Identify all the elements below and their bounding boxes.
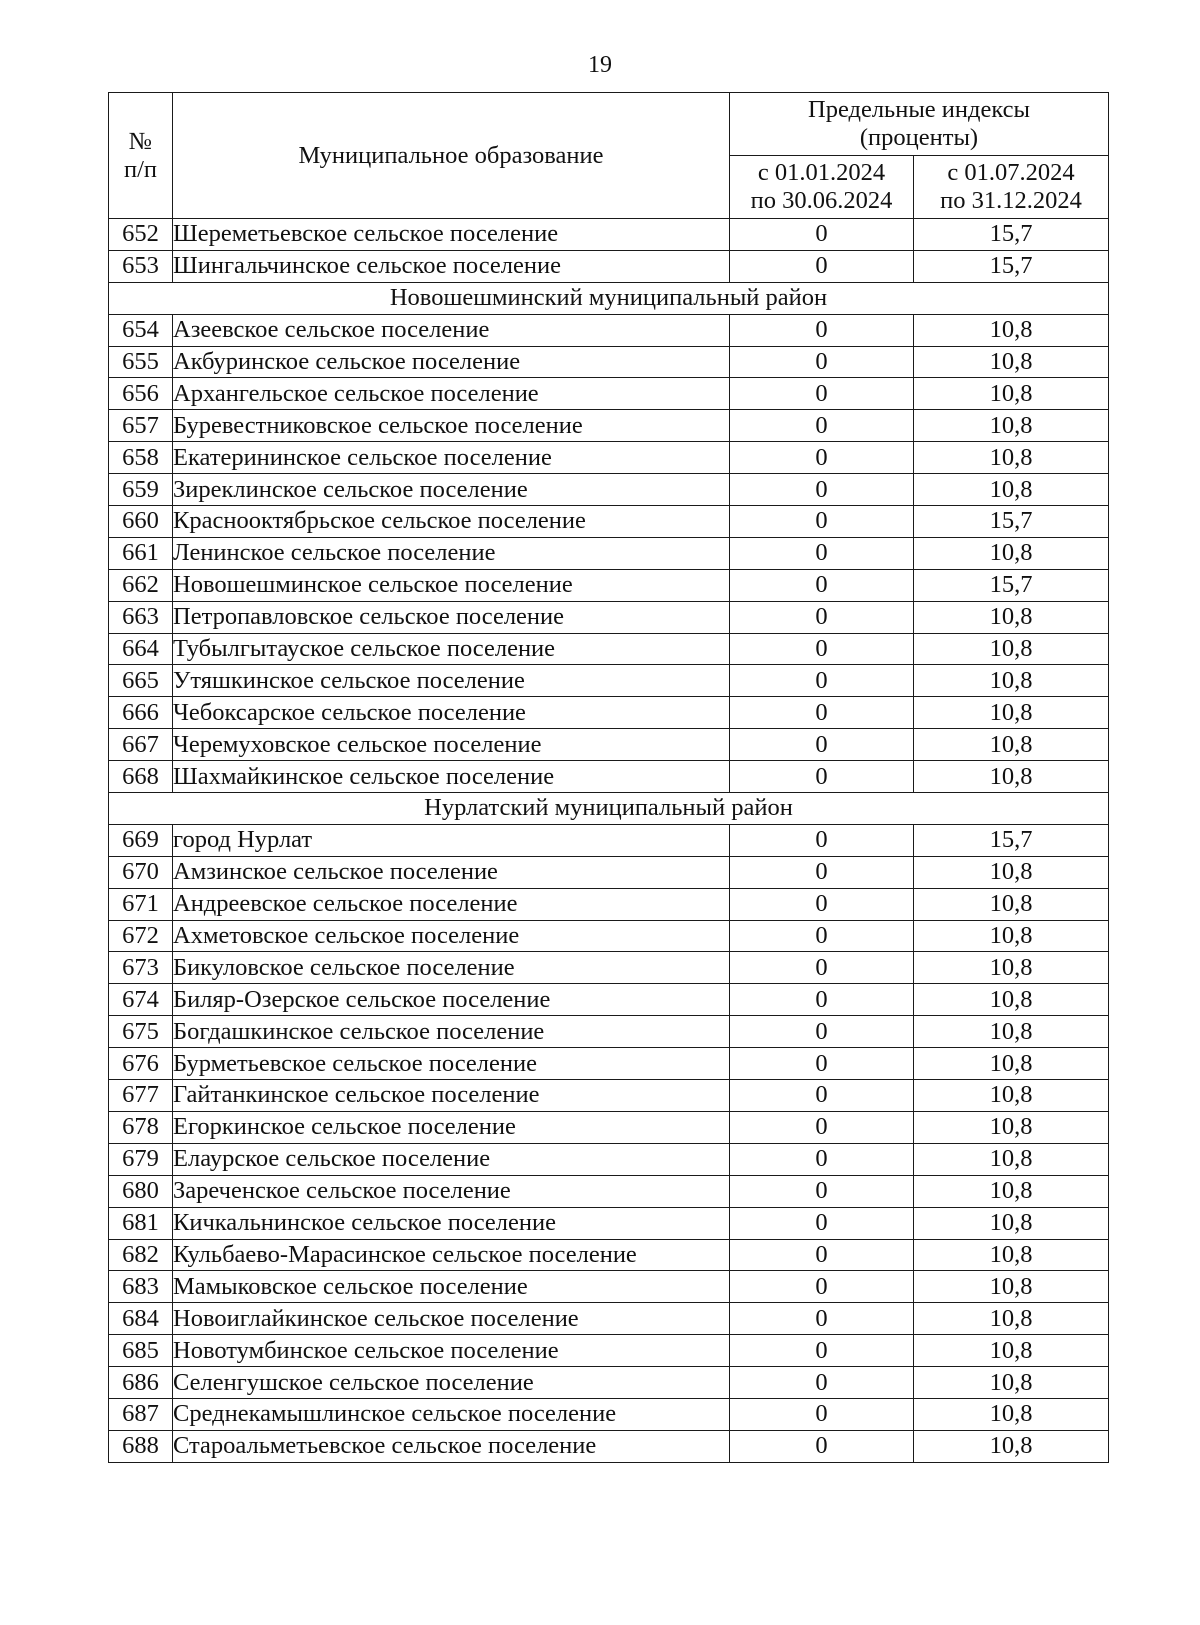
table-body xyxy=(109,219,1109,1463)
table-row xyxy=(109,569,1109,601)
index-period-1: 0 xyxy=(730,569,914,601)
index-period-2: 10,8 xyxy=(914,1048,1109,1080)
table-row xyxy=(109,920,1109,952)
row-number: 688 xyxy=(109,1430,173,1462)
index-period-1: 0 xyxy=(730,442,914,474)
row-number: 677 xyxy=(109,1080,173,1112)
table-row xyxy=(109,984,1109,1016)
municipality-name: Шингальчинское сельское поселение xyxy=(173,250,730,282)
index-period-1: 0 xyxy=(730,1016,914,1048)
table-row xyxy=(109,888,1109,920)
municipality-name: Амзинское сельское поселение xyxy=(173,856,730,888)
index-period-2: 10,8 xyxy=(914,1239,1109,1271)
index-period-2: 10,8 xyxy=(914,984,1109,1016)
index-period-1: 0 xyxy=(730,1398,914,1430)
index-period-2: 15,7 xyxy=(914,250,1109,282)
index-period-1: 0 xyxy=(730,984,914,1016)
table-row xyxy=(109,1048,1109,1080)
municipality-name: Черемуховское сельское поселение xyxy=(173,729,730,761)
table-row xyxy=(109,1367,1109,1399)
table-row xyxy=(109,474,1109,506)
table-header xyxy=(109,93,1109,219)
index-period-1: 0 xyxy=(730,1111,914,1143)
municipality-name: Андреевское сельское поселение xyxy=(173,888,730,920)
index-period-2: 10,8 xyxy=(914,474,1109,506)
table-row xyxy=(109,633,1109,665)
table-row xyxy=(109,1239,1109,1271)
municipality-name: Ленинское сельское поселение xyxy=(173,537,730,569)
index-period-2: 10,8 xyxy=(914,314,1109,346)
index-period-2: 15,7 xyxy=(914,569,1109,601)
row-number: 652 xyxy=(109,219,173,251)
row-number: 671 xyxy=(109,888,173,920)
table-row xyxy=(109,506,1109,538)
municipality-name: Новоиглайкинское сельское поселение xyxy=(173,1303,730,1335)
index-period-2: 10,8 xyxy=(914,1398,1109,1430)
table-row xyxy=(109,314,1109,346)
index-period-1: 0 xyxy=(730,1430,914,1462)
row-number: 666 xyxy=(109,697,173,729)
index-period-2: 10,8 xyxy=(914,378,1109,410)
district-name: Нурлатский муниципальный район xyxy=(109,793,1109,825)
row-number: 665 xyxy=(109,665,173,697)
index-period-1: 0 xyxy=(730,729,914,761)
municipality-name: Новошешминское сельское поселение xyxy=(173,569,730,601)
index-period-2: 10,8 xyxy=(914,1271,1109,1303)
index-period-1: 0 xyxy=(730,888,914,920)
municipality-name: Чебоксарское сельское поселение xyxy=(173,697,730,729)
table-row xyxy=(109,1430,1109,1462)
index-period-1: 0 xyxy=(730,250,914,282)
index-period-2: 10,8 xyxy=(914,856,1109,888)
index-period-1: 0 xyxy=(730,1367,914,1399)
index-period-1: 0 xyxy=(730,1143,914,1175)
table-row xyxy=(109,952,1109,984)
index-period-2: 10,8 xyxy=(914,888,1109,920)
municipality-name: Кичкальнинское сельское поселение xyxy=(173,1207,730,1239)
limit-index-table xyxy=(108,92,1109,1463)
row-number: 675 xyxy=(109,1016,173,1048)
municipality-name: Елаурское сельское поселение xyxy=(173,1143,730,1175)
row-number: 662 xyxy=(109,569,173,601)
index-period-1: 0 xyxy=(730,920,914,952)
row-number: 668 xyxy=(109,761,173,793)
municipality-name: Архангельское сельское поселение xyxy=(173,378,730,410)
table-row xyxy=(109,1207,1109,1239)
table-row xyxy=(109,1271,1109,1303)
index-period-2: 10,8 xyxy=(914,1207,1109,1239)
table-row xyxy=(109,250,1109,282)
table-row xyxy=(109,1143,1109,1175)
municipality-name: Староальметьевское сельское поселение xyxy=(173,1430,730,1462)
index-period-1: 0 xyxy=(730,1048,914,1080)
table-row xyxy=(109,537,1109,569)
row-number: 658 xyxy=(109,442,173,474)
index-period-2: 10,8 xyxy=(914,1430,1109,1462)
index-period-1: 0 xyxy=(730,601,914,633)
index-period-2: 10,8 xyxy=(914,1175,1109,1207)
index-period-2: 10,8 xyxy=(914,1080,1109,1112)
municipality-name: Бикуловское сельское поселение xyxy=(173,952,730,984)
header-municipality: Муниципальное образование xyxy=(173,93,730,219)
table-row xyxy=(109,1175,1109,1207)
municipality-name: Буревестниковское сельское поселение xyxy=(173,410,730,442)
index-period-2: 10,8 xyxy=(914,920,1109,952)
row-number: 659 xyxy=(109,474,173,506)
municipality-name: Егоркинское сельское поселение xyxy=(173,1111,730,1143)
index-period-1: 0 xyxy=(730,1175,914,1207)
municipality-name: Мамыковское сельское поселение xyxy=(173,1271,730,1303)
row-number: 664 xyxy=(109,633,173,665)
municipality-name: Екатерининское сельское поселение xyxy=(173,442,730,474)
row-number: 657 xyxy=(109,410,173,442)
index-period-1: 0 xyxy=(730,1271,914,1303)
row-number: 684 xyxy=(109,1303,173,1335)
row-number: 685 xyxy=(109,1335,173,1367)
index-period-1: 0 xyxy=(730,219,914,251)
row-number: 660 xyxy=(109,506,173,538)
row-number: 674 xyxy=(109,984,173,1016)
index-period-2: 10,8 xyxy=(914,537,1109,569)
table-row xyxy=(109,729,1109,761)
index-period-2: 10,8 xyxy=(914,633,1109,665)
index-period-2: 10,8 xyxy=(914,729,1109,761)
row-number: 679 xyxy=(109,1143,173,1175)
table-row xyxy=(109,442,1109,474)
row-number: 670 xyxy=(109,856,173,888)
row-number: 681 xyxy=(109,1207,173,1239)
table-row xyxy=(109,346,1109,378)
row-number: 676 xyxy=(109,1048,173,1080)
index-period-2: 10,8 xyxy=(914,346,1109,378)
index-period-2: 10,8 xyxy=(914,1111,1109,1143)
row-number: 680 xyxy=(109,1175,173,1207)
table-row xyxy=(109,1398,1109,1430)
municipality-name: Краснооктябрьское сельское поселение xyxy=(173,506,730,538)
municipality-name: Бурметьевское сельское поселение xyxy=(173,1048,730,1080)
page-number: 19 xyxy=(588,52,612,78)
index-period-2: 10,8 xyxy=(914,665,1109,697)
row-number: 687 xyxy=(109,1398,173,1430)
index-period-2: 10,8 xyxy=(914,1367,1109,1399)
row-number: 672 xyxy=(109,920,173,952)
index-period-2: 15,7 xyxy=(914,824,1109,856)
index-period-1: 0 xyxy=(730,761,914,793)
row-number: 661 xyxy=(109,537,173,569)
row-number: 669 xyxy=(109,824,173,856)
table-row xyxy=(109,856,1109,888)
municipality-name: Шахмайкинское сельское поселение xyxy=(173,761,730,793)
municipality-name: Кульбаево-Марасинское сельское поселение xyxy=(173,1239,730,1271)
table-row xyxy=(109,697,1109,729)
row-number: 678 xyxy=(109,1111,173,1143)
municipality-name: Новотумбинское сельское поселение xyxy=(173,1335,730,1367)
index-period-1: 0 xyxy=(730,474,914,506)
table-row xyxy=(109,1080,1109,1112)
row-number: 683 xyxy=(109,1271,173,1303)
table-row xyxy=(109,219,1109,251)
index-period-2: 10,8 xyxy=(914,761,1109,793)
index-period-1: 0 xyxy=(730,665,914,697)
row-number: 653 xyxy=(109,250,173,282)
index-period-2: 10,8 xyxy=(914,697,1109,729)
table-row xyxy=(109,824,1109,856)
municipality-name: Азеевское сельское поселение xyxy=(173,314,730,346)
index-period-2: 10,8 xyxy=(914,1303,1109,1335)
index-period-1: 0 xyxy=(730,633,914,665)
district-header-row xyxy=(109,282,1109,314)
municipality-name: Шереметьевское сельское поселение xyxy=(173,219,730,251)
municipality-name: Среднекамышлинское сельское поселение xyxy=(173,1398,730,1430)
municipality-name: Петропавловское сельское поселение xyxy=(173,601,730,633)
table-row xyxy=(109,1335,1109,1367)
row-number: 654 xyxy=(109,314,173,346)
index-period-1: 0 xyxy=(730,697,914,729)
index-period-2: 10,8 xyxy=(914,1335,1109,1367)
index-period-1: 0 xyxy=(730,314,914,346)
row-number: 655 xyxy=(109,346,173,378)
municipality-name: Зиреклинское сельское поселение xyxy=(173,474,730,506)
header-period-1: с 01.01.2024 по 30.06.2024 xyxy=(730,156,914,219)
index-period-1: 0 xyxy=(730,378,914,410)
index-period-2: 10,8 xyxy=(914,601,1109,633)
municipality-name: город Нурлат xyxy=(173,824,730,856)
municipality-name: Гайтанкинское сельское поселение xyxy=(173,1080,730,1112)
municipality-name: Утяшкинское сельское поселение xyxy=(173,665,730,697)
row-number: 663 xyxy=(109,601,173,633)
index-period-2: 10,8 xyxy=(914,1016,1109,1048)
table-row xyxy=(109,601,1109,633)
row-number: 656 xyxy=(109,378,173,410)
municipality-name: Ахметовское сельское поселение xyxy=(173,920,730,952)
index-period-1: 0 xyxy=(730,1335,914,1367)
index-period-2: 10,8 xyxy=(914,1143,1109,1175)
municipality-name: Богдашкинское сельское поселение xyxy=(173,1016,730,1048)
index-period-2: 10,8 xyxy=(914,442,1109,474)
index-period-1: 0 xyxy=(730,1207,914,1239)
index-period-1: 0 xyxy=(730,346,914,378)
index-period-1: 0 xyxy=(730,824,914,856)
municipality-name: Селенгушское сельское поселение xyxy=(173,1367,730,1399)
index-period-2: 10,8 xyxy=(914,952,1109,984)
row-number: 682 xyxy=(109,1239,173,1271)
row-number: 673 xyxy=(109,952,173,984)
municipality-name: Акбуринское сельское поселение xyxy=(173,346,730,378)
index-period-1: 0 xyxy=(730,1080,914,1112)
district-name: Новошешминский муниципальный район xyxy=(109,282,1109,314)
district-header-row xyxy=(109,793,1109,825)
municipality-name: Тубылгытауское сельское поселение xyxy=(173,633,730,665)
header-period-2: с 01.07.2024 по 31.12.2024 xyxy=(914,156,1109,219)
index-period-1: 0 xyxy=(730,952,914,984)
index-period-1: 0 xyxy=(730,1303,914,1335)
header-number: № п/п xyxy=(109,93,173,219)
table-row xyxy=(109,410,1109,442)
row-number: 667 xyxy=(109,729,173,761)
table-row xyxy=(109,761,1109,793)
index-period-2: 10,8 xyxy=(914,410,1109,442)
table-row xyxy=(109,1016,1109,1048)
municipality-name: Зареченское сельское поселение xyxy=(173,1175,730,1207)
index-period-2: 15,7 xyxy=(914,506,1109,538)
index-period-1: 0 xyxy=(730,1239,914,1271)
row-number: 686 xyxy=(109,1367,173,1399)
index-period-1: 0 xyxy=(730,410,914,442)
municipality-name: Биляр-Озерское сельское поселение xyxy=(173,984,730,1016)
index-period-1: 0 xyxy=(730,537,914,569)
header-limit-indexes: Предельные индексы (проценты) xyxy=(730,93,1109,156)
index-period-1: 0 xyxy=(730,506,914,538)
table-row xyxy=(109,378,1109,410)
index-period-1: 0 xyxy=(730,856,914,888)
table-row xyxy=(109,665,1109,697)
table-row xyxy=(109,1111,1109,1143)
index-period-2: 15,7 xyxy=(914,219,1109,251)
table-row xyxy=(109,1303,1109,1335)
